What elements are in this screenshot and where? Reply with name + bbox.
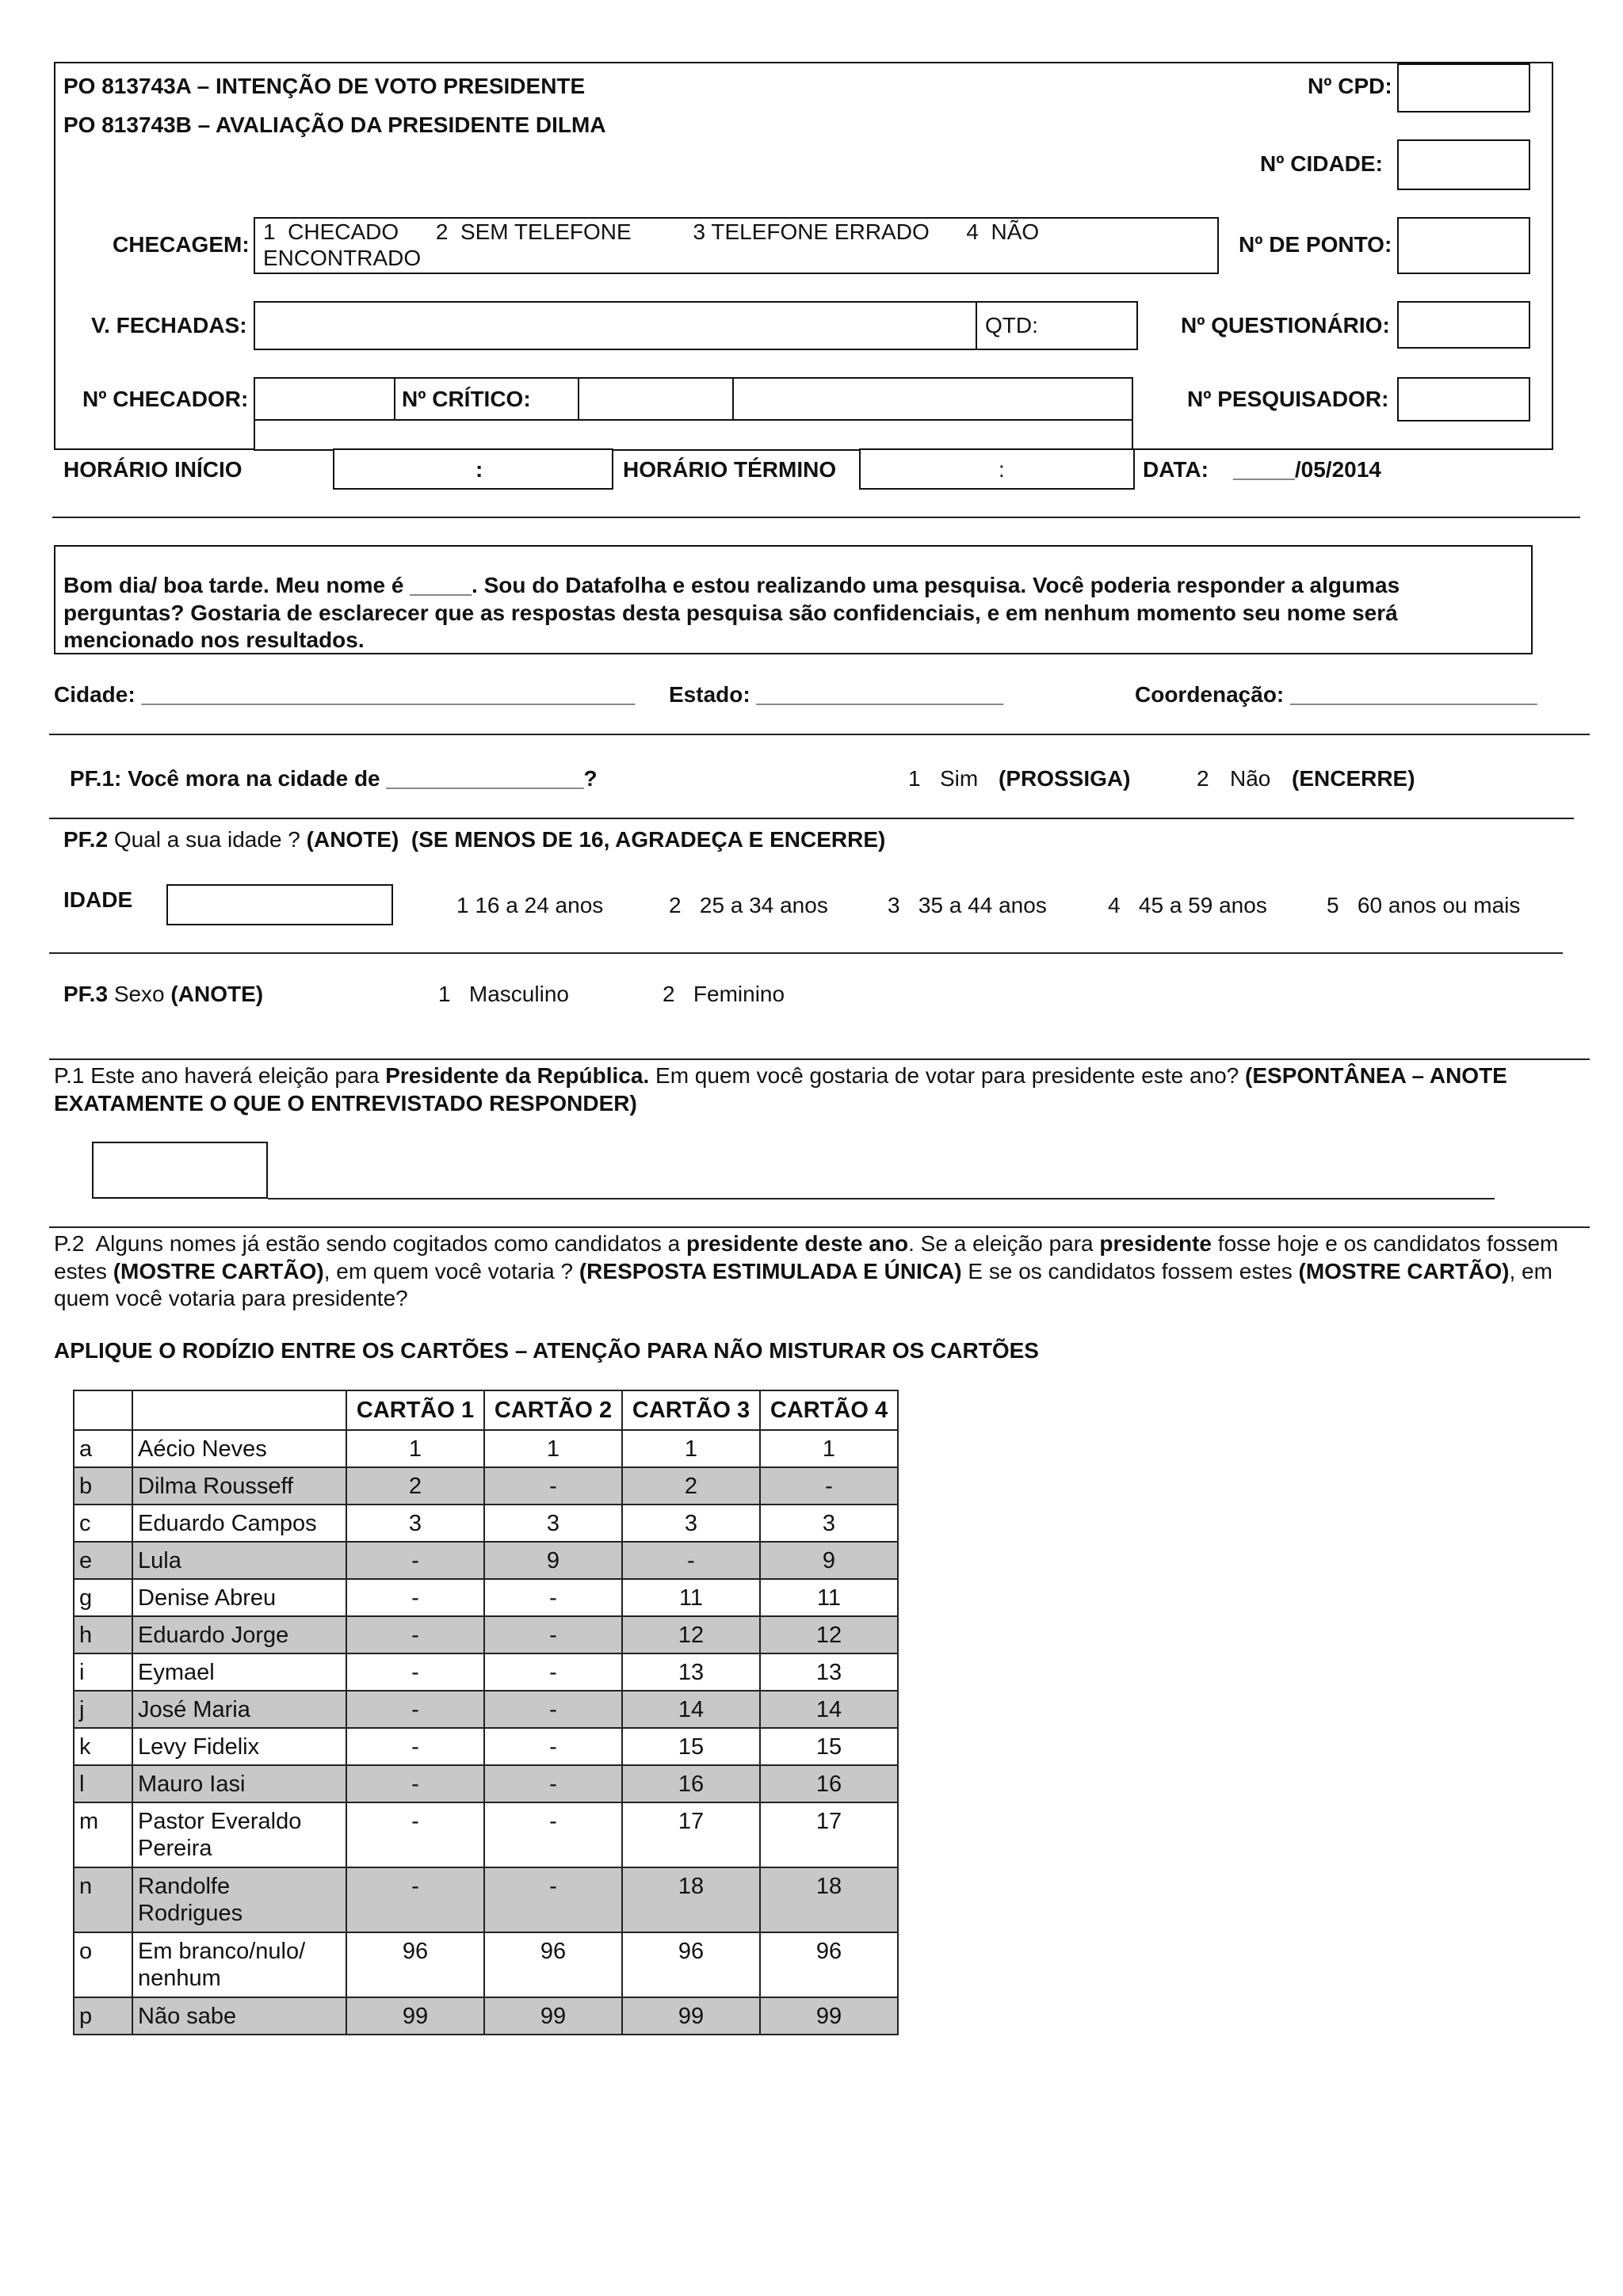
- cpd-label: Nº CPD:: [1308, 74, 1392, 98]
- p2-t2: . Se a eleição para: [908, 1231, 1094, 1256]
- table-row: [74, 1467, 898, 1505]
- p2-b1: presidente deste ano: [686, 1231, 909, 1256]
- cpd-input[interactable]: [1397, 63, 1530, 113]
- cartao-1-value[interactable]: 2: [346, 1467, 484, 1505]
- cartao-1-value[interactable]: 96: [346, 1932, 484, 1997]
- cartao-2-value[interactable]: 9: [484, 1542, 622, 1579]
- table-row: [74, 1542, 898, 1579]
- cartao-2-value[interactable]: 3: [484, 1505, 622, 1542]
- title-b: PO 813743B – AVALIAÇÃO DA PRESIDENTE DILMA: [63, 113, 606, 137]
- row-code: i: [74, 1653, 132, 1691]
- candidate-name: Eduardo Campos: [132, 1505, 346, 1542]
- candidate-name: Randolfe Rodrigues: [132, 1867, 346, 1932]
- pf2-line: [63, 826, 885, 853]
- candidate-name: Mauro Iasi: [132, 1765, 346, 1802]
- pf3-option[interactable]: 2 Feminino: [663, 982, 785, 1006]
- row-code: a: [74, 1430, 132, 1467]
- p2-t3: fosse hoje e os candidatos fossem estes: [54, 1231, 1559, 1283]
- row-code: c: [74, 1505, 132, 1542]
- cartao-2-value[interactable]: -: [484, 1467, 622, 1505]
- cartao-4-value[interactable]: 16: [760, 1765, 898, 1802]
- pf1-opt1-label[interactable]: Sim: [940, 766, 979, 791]
- pf1-opt1-note: (PROSSIGA): [999, 766, 1131, 791]
- row-code: p: [74, 1997, 132, 2035]
- table-row: [74, 1653, 898, 1691]
- questionario-label: Nº QUESTIONÁRIO:: [1181, 313, 1390, 338]
- divider: [52, 517, 1580, 518]
- candidate-name: Eduardo Jorge: [132, 1616, 346, 1653]
- cartao-2-value[interactable]: 96: [484, 1932, 622, 1997]
- cartao-3-value[interactable]: 18: [622, 1867, 760, 1932]
- header-cartao-1: CARTÃO 1: [346, 1390, 484, 1430]
- cidade-input[interactable]: [1397, 139, 1530, 190]
- cartao-1-value[interactable]: -: [346, 1765, 484, 1802]
- table-row: [74, 1997, 898, 2035]
- cartao-3-value[interactable]: 96: [622, 1932, 760, 1997]
- pf2-option[interactable]: 4 45 a 59 anos: [1108, 893, 1267, 917]
- row-code: l: [74, 1765, 132, 1802]
- p1-pre: Este ano haverá eleição para: [90, 1063, 380, 1088]
- cartao-4-value[interactable]: -: [760, 1467, 898, 1505]
- row-code: h: [74, 1616, 132, 1653]
- pf2-option[interactable]: 2 25 a 34 anos: [669, 893, 828, 917]
- cartao-2-value[interactable]: 1: [484, 1430, 622, 1467]
- title-a: PO 813743A – INTENÇÃO DE VOTO PRESIDENTE: [63, 74, 586, 98]
- cartao-4-value[interactable]: 13: [760, 1653, 898, 1691]
- checador-lower-box[interactable]: [254, 419, 1133, 451]
- cartao-2-value[interactable]: -: [484, 1765, 622, 1802]
- table-row: [74, 1430, 898, 1467]
- fechadas-input[interactable]: [254, 301, 978, 350]
- idade-label: IDADE: [63, 887, 133, 912]
- table-row: [74, 1691, 898, 1728]
- header-cartao-4: CARTÃO 4: [760, 1390, 898, 1430]
- checagem-options: 1 CHECADO 2 SEM TELEFONE 3 TELEFONE ERRADO 4 NÃO: [263, 219, 1040, 244]
- termino-input[interactable]: [859, 448, 1135, 490]
- divider: [49, 1226, 1590, 1228]
- intro-text: Bom dia/ boa tarde. Meu nome é _____. Sou do Datafolha e estou realizando uma pesquisa. Você poderia responder a algumas perguntas? Gostaria de esclarecer que as respostas desta pesquisa são confidenciais, e em nenhum momento seu nome será mencionado nos resultados.: [63, 573, 1400, 653]
- divider: [49, 952, 1563, 954]
- cartao-4-value[interactable]: 15: [760, 1728, 898, 1765]
- cartao-1-value[interactable]: -: [346, 1691, 484, 1728]
- p2-t1: Alguns nomes já estão sendo cogitados como candidatos a: [95, 1231, 681, 1256]
- row-code: e: [74, 1542, 132, 1579]
- p1-answer-line[interactable]: [268, 1198, 1495, 1199]
- candidate-name: Levy Fidelix: [132, 1728, 346, 1765]
- qtd-label: QTD:: [985, 313, 1038, 338]
- pf2-question: Qual a sua idade ?: [113, 827, 300, 852]
- cartao-4-value[interactable]: 99: [760, 1997, 898, 2035]
- cartao-4-value[interactable]: 14: [760, 1691, 898, 1728]
- cartao-2-value[interactable]: -: [484, 1691, 622, 1728]
- header-name: [132, 1390, 346, 1430]
- pf3-option[interactable]: 1 Masculino: [438, 982, 569, 1006]
- row-code: n: [74, 1867, 132, 1932]
- pf1-question: PF.1: Você mora na cidade de ________________?: [70, 766, 598, 791]
- candidate-name: Eymael: [132, 1653, 346, 1691]
- p1-instr: (ESPONTÂNEA – ANOTE EXATAMENTE O QUE O ENTREVISTADO RESPONDER): [54, 1063, 1507, 1116]
- table-row: [74, 1765, 898, 1802]
- cartao-3-value[interactable]: 15: [622, 1728, 760, 1765]
- candidate-name: Aécio Neves: [132, 1430, 346, 1467]
- cartao-3-value[interactable]: 12: [622, 1616, 760, 1653]
- row-code: j: [74, 1691, 132, 1728]
- p1-bold: Presidente da República.: [385, 1063, 650, 1088]
- cartao-3-value[interactable]: 2: [622, 1467, 760, 1505]
- pf2-note: (ANOTE) (SE MENOS DE 16, AGRADEÇA E ENCERRE): [306, 827, 886, 852]
- estado-field[interactable]: Estado: ____________________: [669, 682, 1003, 707]
- pesquisador-label: Nº PESQUISADOR:: [1187, 387, 1389, 411]
- cidade-label: Nº CIDADE:: [1260, 151, 1383, 176]
- pf3-line: [63, 981, 263, 1008]
- cartao-4-value[interactable]: 17: [760, 1802, 898, 1867]
- candidate-name: Denise Abreu: [132, 1579, 346, 1616]
- header-cartao-3: CARTÃO 3: [622, 1390, 760, 1430]
- fechadas-label: V. FECHADAS:: [91, 313, 247, 338]
- cartao-3-value[interactable]: 3: [622, 1505, 760, 1542]
- pf1-opt1-num[interactable]: 1: [908, 766, 921, 791]
- pesquisador-input[interactable]: [1397, 377, 1530, 421]
- cartao-4-value[interactable]: 9: [760, 1542, 898, 1579]
- pf2-option[interactable]: 5 60 anos ou mais: [1327, 893, 1521, 917]
- candidate-name: José Maria: [132, 1691, 346, 1728]
- table-row: [74, 1616, 898, 1653]
- pf1-opt2-note: (ENCERRE): [1292, 766, 1415, 791]
- rodizio-instruction: APLIQUE O RODÍZIO ENTRE OS CARTÕES – ATENÇÃO PARA NÃO MISTURAR OS CARTÕES: [54, 1338, 1039, 1363]
- inicio-input[interactable]: [333, 448, 613, 490]
- divider: [49, 818, 1574, 819]
- p2-b3: (MOSTRE CARTÃO): [113, 1258, 324, 1283]
- row-code: b: [74, 1467, 132, 1505]
- p2-b5: (MOSTRE CARTÃO): [1298, 1258, 1510, 1283]
- cartao-3-value[interactable]: -: [622, 1542, 760, 1579]
- coordenacao-field[interactable]: Coordenação: ____________________: [1135, 682, 1537, 707]
- pf3-question: Sexo: [113, 982, 165, 1006]
- row-code: g: [74, 1579, 132, 1616]
- p2-t4: , em quem você votaria ?: [323, 1258, 574, 1283]
- table-row: [74, 1505, 898, 1542]
- cartao-3-value[interactable]: 16: [622, 1765, 760, 1802]
- cartao-1-value[interactable]: 1: [346, 1430, 484, 1467]
- critico-label: Nº CRÍTICO:: [402, 387, 531, 411]
- p1-text: [54, 1062, 1591, 1117]
- cartao-4-value[interactable]: 12: [760, 1616, 898, 1653]
- cartao-3-value[interactable]: 17: [622, 1802, 760, 1867]
- candidate-name: Lula: [132, 1542, 346, 1579]
- cartao-2-value[interactable]: -: [484, 1728, 622, 1765]
- checagem-options-cont: ENCONTRADO: [263, 246, 422, 270]
- p1-code-box[interactable]: [92, 1142, 268, 1199]
- cartao-4-value[interactable]: 18: [760, 1867, 898, 1932]
- cartao-1-value[interactable]: -: [346, 1616, 484, 1653]
- cartao-3-value[interactable]: 14: [622, 1691, 760, 1728]
- row-code: m: [74, 1802, 132, 1867]
- critico-input[interactable]: [578, 377, 735, 421]
- candidate-name: Pastor Everaldo Pereira: [132, 1802, 346, 1867]
- p2-t6: , em quem você votaria para presidente?: [54, 1258, 1552, 1311]
- p1-code: P.1: [54, 1063, 85, 1088]
- table-header-row: [74, 1390, 898, 1430]
- table-row: [74, 1579, 898, 1616]
- p2-b2: presidente: [1099, 1231, 1212, 1256]
- cartao-2-value[interactable]: 99: [484, 1997, 622, 2035]
- cartao-3-value[interactable]: 99: [622, 1997, 760, 2035]
- idade-input[interactable]: [166, 884, 393, 925]
- cartao-4-value[interactable]: 3: [760, 1505, 898, 1542]
- cartao-1-value[interactable]: -: [346, 1542, 484, 1579]
- cartao-1-value[interactable]: 3: [346, 1505, 484, 1542]
- pf3-note: (ANOTE): [170, 982, 264, 1006]
- cartao-2-value[interactable]: -: [484, 1579, 622, 1616]
- cartao-3-value[interactable]: 13: [622, 1653, 760, 1691]
- inicio-sep: :: [475, 457, 483, 482]
- cartao-1-value[interactable]: -: [346, 1728, 484, 1765]
- cartao-1-value[interactable]: -: [346, 1802, 484, 1867]
- divider: [49, 1058, 1590, 1060]
- cartao-3-value[interactable]: 1: [622, 1430, 760, 1467]
- table-row: [74, 1802, 898, 1867]
- cidade-field[interactable]: Cidade: ________________________________________: [54, 682, 636, 707]
- header-code: [74, 1390, 132, 1430]
- cartao-4-value[interactable]: 96: [760, 1932, 898, 1997]
- cartao-2-value[interactable]: -: [484, 1653, 622, 1691]
- candidate-name: Dilma Rousseff: [132, 1467, 346, 1505]
- pf1-opt2-label[interactable]: Não: [1230, 766, 1271, 791]
- p2-t5: E se os candidatos fossem estes: [968, 1258, 1293, 1283]
- p2-text: [54, 1230, 1575, 1313]
- cartao-2-value[interactable]: -: [484, 1616, 622, 1653]
- cartao-2-value[interactable]: -: [484, 1802, 622, 1867]
- checagem-label: CHECAGEM:: [113, 232, 250, 257]
- pf2-code: PF.2: [63, 827, 109, 852]
- termino-sep: :: [999, 457, 1005, 482]
- pf3-code: PF.3: [63, 982, 109, 1006]
- termino-label: HORÁRIO TÉRMINO: [623, 457, 837, 482]
- divider: [49, 734, 1590, 735]
- p1-mid: Em quem você gostaria de votar para presidente este ano?: [655, 1063, 1239, 1088]
- data-label: DATA:: [1143, 457, 1209, 482]
- cartao-4-value[interactable]: 1: [760, 1430, 898, 1467]
- inicio-label: HORÁRIO INÍCIO: [63, 457, 242, 482]
- checador-input[interactable]: [254, 377, 396, 421]
- pf2-option[interactable]: 1 16 a 24 anos: [456, 893, 604, 917]
- table-row: [74, 1728, 898, 1765]
- pf2-option[interactable]: 3 35 a 44 anos: [888, 893, 1047, 917]
- cartao-1-value[interactable]: -: [346, 1579, 484, 1616]
- ponto-label: Nº DE PONTO:: [1239, 232, 1392, 257]
- row-code: k: [74, 1728, 132, 1765]
- cartao-1-value[interactable]: -: [346, 1867, 484, 1932]
- cartao-1-value[interactable]: -: [346, 1653, 484, 1691]
- candidate-name: Não sabe: [132, 1997, 346, 2035]
- table-row: [74, 1932, 898, 1997]
- candidate-name: Em branco/nulo/ nenhum: [132, 1932, 346, 1997]
- p2-b4: (RESPOSTA ESTIMULADA E ÚNICA): [579, 1258, 962, 1283]
- cartao-3-value[interactable]: 11: [622, 1579, 760, 1616]
- p2-code: P.2: [54, 1231, 85, 1256]
- cartao-4-value[interactable]: 11: [760, 1579, 898, 1616]
- cartao-2-value[interactable]: -: [484, 1867, 622, 1932]
- pf1-opt2-num[interactable]: 2: [1197, 766, 1209, 791]
- checador-label: Nº CHECADOR:: [82, 387, 249, 411]
- cartao-1-value[interactable]: 99: [346, 1997, 484, 2035]
- data-value: _____/05/2014: [1233, 457, 1381, 482]
- critico-extra-box[interactable]: [732, 377, 1133, 421]
- header-cartao-2: CARTÃO 2: [484, 1390, 622, 1430]
- questionario-input[interactable]: [1397, 301, 1530, 349]
- table-row: [74, 1867, 898, 1932]
- candidate-table: [73, 1390, 899, 2035]
- row-code: o: [74, 1932, 132, 1997]
- ponto-input[interactable]: [1397, 217, 1530, 274]
